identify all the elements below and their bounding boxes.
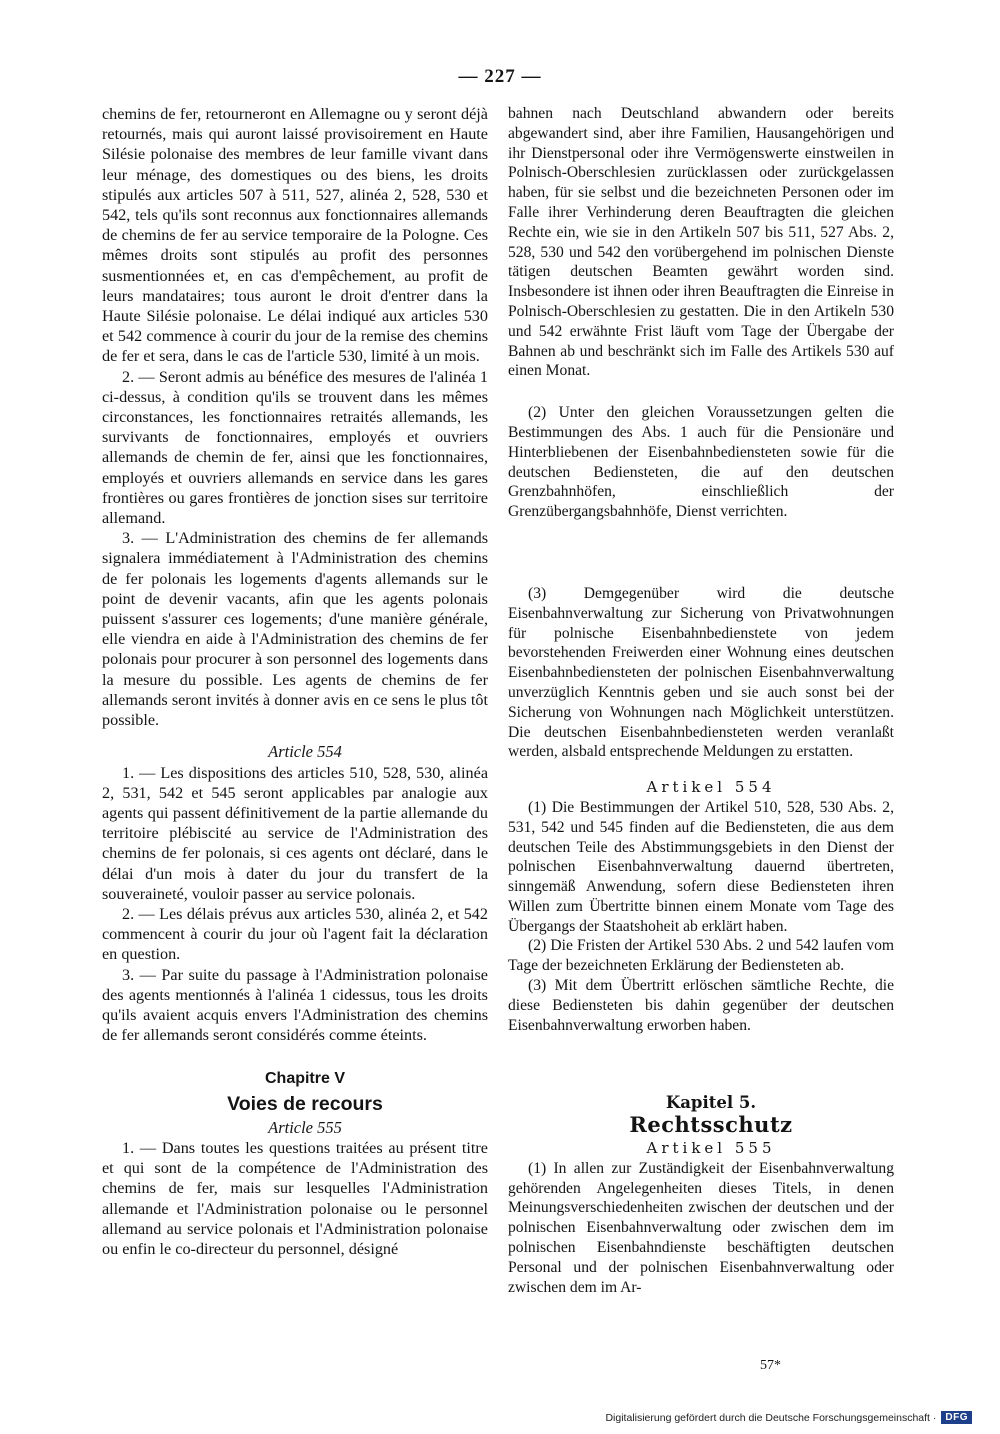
fr-paragraph-3: 3. — L'Administration des chemins de fer allemands signalera immédiatement à l'Administration des chemins de fer polonais les logements d'agents allemands sur le point de devenir vacants, afin que les agents polonais puissent s'assurer ces logements; d'une manière générale, elle viendra en aide à l'Administration des chemins de fer polonais pour procurer à son personnel des logements dans la mesure du possible. Les agents de chemins de fer allemands seront invités à donner avis en ce sens le plus tôt possible. (102, 529, 488, 730)
german-column (508, 104, 894, 1297)
digitization-credit (600, 1411, 972, 1424)
de-article-554-title: Artikel 554 (646, 778, 776, 797)
fr-article-554-para-2: 2. — Les délais prévus aux articles 530, alinéa 2, et 542 commencent à courir du jour où l'agent fait la déclaration en question. (102, 904, 488, 964)
de-article-554-para-3: (3) Mit dem Übertritt erlöschen sämtliche Rechte, die diese Bediensteten bis dahin gegenüber der deutschen Eisenbahnverwaltung erworben haben. (508, 977, 894, 1034)
fr-article-554-para-3: 3. — Par suite du passage à l'Administration polonaise des agents mentionnés à l'alinéa 1 cidessus, tous les droits qu'ils avaient acquis envers l'Administration des chemins de fer allemands seront considérés comme éteints. (102, 965, 488, 1045)
fr-article-554-para-1: 1. — Les dispositions des articles 510, 528, 530, alinéa 2, 531, 542 et 545 seront applicables par analogie aux agents qui passent définitivement de la partie allemande du territoire plébiscité au service de l'Administration des chemins de fer polonais, si ces agents ont déclaré, dans le délai d'un mois à dater du jour du transfert de la souveraineté, vouloir passer au service polonais. (102, 763, 488, 903)
de-chapter-title: Rechtsschutz (629, 1112, 793, 1138)
fr-article-555-title: Article 555 (268, 1117, 342, 1137)
de-paragraph-3: (3) Demgegenüber wird die deutsche Eisenbahnverwaltung zur Sicherung von Privatwohnungen für polnische Eisenbahnbedienstete von jedem bevorstehenden Freiwerden einer Wohnung eines deutschen Eisenbahnbediensteten der polnischen Eisenbahnverwaltung unverzüglich Kenntnis geben und sie auch sonst bei der Sicherung von Wohnungen nach Möglichkeit unterstützen. Die deutschen Eisenbahnbediensteten werden veranlaßt werden, alsbald entsprechende Meldungen zu erstatten. (508, 584, 894, 761)
fr-article-554-title: Article 554 (268, 742, 342, 762)
de-article-555-para-1: (1) In allen zur Zuständigkeit der Eisenbahnverwaltung gehörenden Angelegenheiten dieses Titels, in denen Meinungsverschiedenheiten zwischen der deutschen und der polnischen Eisenbahnverwaltung oder zwischen dem im polnischen Eisenbahndienste beschäftigten deutschen Personal und der polnischen Eisenbahnverwaltung oder zwischen dem im Ar- (508, 1159, 894, 1296)
dfg-logo: DFG (941, 1411, 972, 1424)
french-column (102, 104, 488, 1259)
fr-chapter-label: Chapitre V (264, 1070, 345, 1088)
fr-paragraph-1: chemins de fer, retourneront en Allemagne ou y seront déjà retournés, mais qui auront laissé provisoirement en Haute Silésie polonaise des membres de leur famille vivant dans leur ménage, des domestiques ou des biens, les droits stipulés aux articles 507 à 511, 527, alinéa 2, 528, 530 et 542, tels qu'ils sont reconnus aux fonctionnaires allemands de chemins de fer au service temporaire de la Pologne. Ces mêmes droits sont stipulés au profit des personnes susmentionnées et, en cas d'empêchement, au profit de leurs mandataires; tous auront le droit d'entrer dans la Haute Silésie polonaise. Le délai indiqué aux articles 530 et 542 commence à courir du jour de la remise des chemins de fer et sera, dans le cas de l'article 530, limité à un mois. (102, 105, 488, 366)
de-article-554-para-2: (2) Die Fristen der Artikel 530 Abs. 2 und 542 laufen vom Tage der bezeichneten Erklärung der Bediensteten ab. (508, 937, 894, 975)
de-paragraph-1: bahnen nach Deutschland abwandern oder bereits abgewandert sind, aber ihre Familien, Hausangehörigen und ihr Dienstpersonal oder ihre Vermögenswerte einstweilen in Polnisch-Oberschlesien zurücklassen oder zurückgelassen haben, für sie selbst und die bezeichneten Personen oder im Falle ihrer Verhinderung deren Beauftragten die gleichen Rechte ein, wie sie in den Artikeln 507 bis 511, 527 Abs. 2, 528, 530 und 542 den vorübergehend im polnischen Dienste tätigen deutschen Beamten gewährt worden sind. Insbesondere ist ihnen oder ihren Beauftragten die Einreise in Polnisch-Oberschlesien zu gestatten. Die in den Artikeln 530 und 542 erwähnte Frist läuft vom Tage der Übergabe der Bahnen ab und beschränkt sich im Falle des Artikels 530 auf einen Monat. (508, 105, 894, 380)
de-article-554-para-1: (1) Die Bestimmungen der Artikel 510, 528, 530 Abs. 2, 531, 542 und 545 finden auf die Bediensteten, die aus dem deutschen Teile des Abstimmungsgebiets in den Dienst der polnischen Eisenbahnverwaltung dauernd übertreten, sinngemäß Anwendung, sofern diese Bediensteten ihren Willen zum Übertritte binnen einem Monate vom Tage des Übergangs der Staatshoheit ab erklärt haben. (508, 798, 894, 935)
sheet-signature: 57* (760, 1358, 781, 1373)
de-article-555-title: Artikel 555 (646, 1139, 776, 1158)
fr-paragraph-2: 2. — Seront admis au bénéfice des mesures de l'alinéa 1 ci-dessus, à condition qu'ils se trouvent dans les mêmes circonstances, les fonctionnaires retraités allemands, les survivants de fonctionnaires, employés et ouvriers allemands de chemin de fer, ainsi que les fonctionnaires, employés et ouvriers allemands en service dans les gares frontières ou gares frontières de jonction sises sur territoire allemand. (102, 367, 488, 528)
fr-article-555-para-1: 1. — Dans toutes les questions traitées au présent titre et qui sont de la compétence de l'Administration des chemins de fer, mais sur lesquelles l'Administration allemande et l'Administration polonaise ou le personnel allemand au service polonais et l'Administration polonaise ou enfin le co-directeur du personnel, désigné (102, 1138, 488, 1258)
de-paragraph-2: (2) Unter den gleichen Voraussetzungen gelten die Bestimmungen des Abs. 1 auch für die Pensionäre und Hinterbliebenen der Eisenbahnbediensteten sowie für die deutschen Bediensteten, die auf den deutschen Grenzbahnhöfen, einschließlich der Grenzübergangsbahnhöfe, Dienst verrichten. (508, 404, 894, 521)
credit-text: Digitalisierung gefördert durch die Deutsche Forschungsgemeinschaft · (605, 1411, 937, 1424)
de-chapter-label: Kapitel 5. (665, 1093, 757, 1113)
page-number: — 227 — (458, 66, 542, 87)
fr-chapter-title: Voies de recours (227, 1092, 383, 1115)
